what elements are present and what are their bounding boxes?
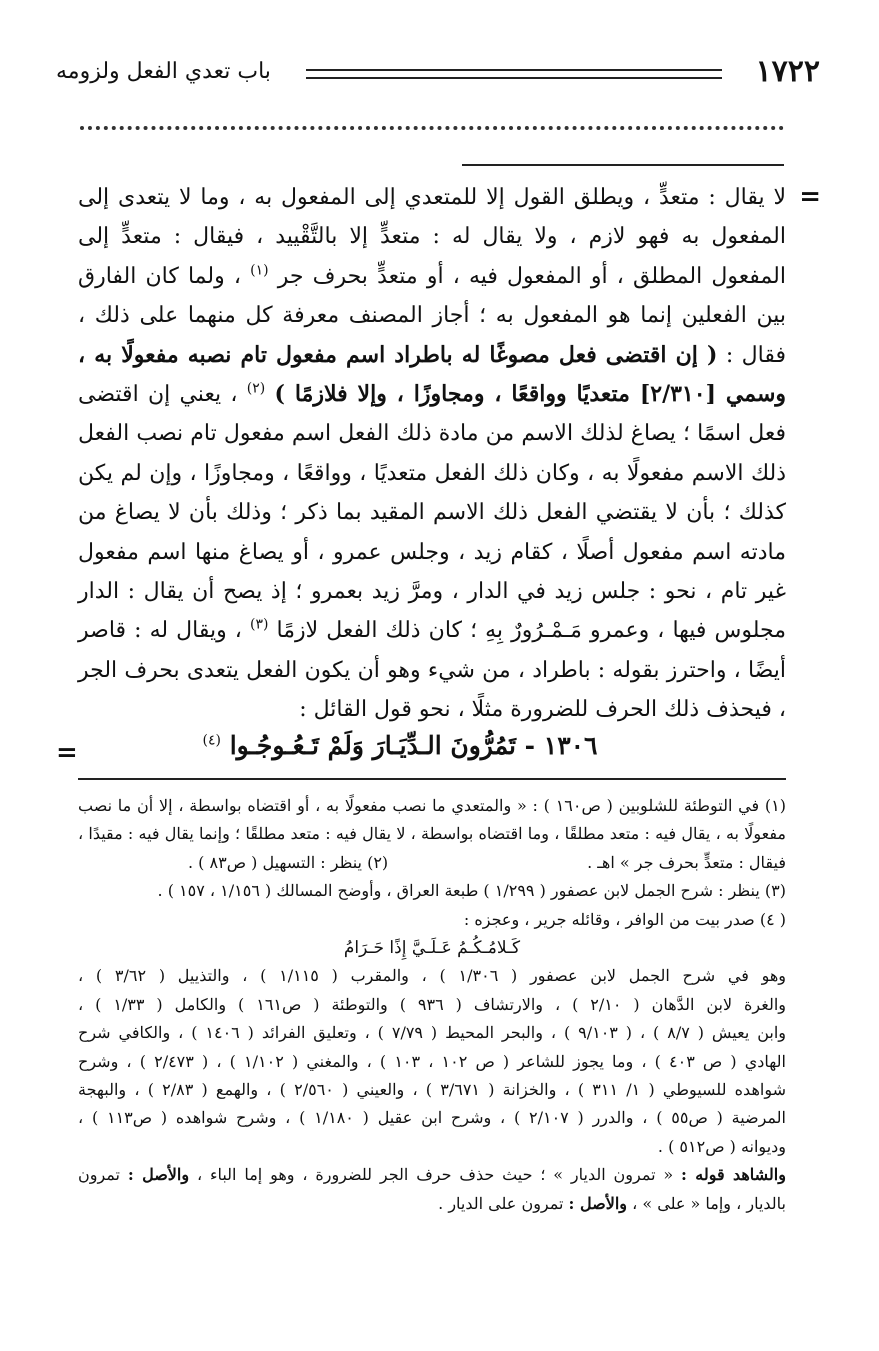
footnote-4-line-2: وهو في شرح الجمل لابن عصفور ( ١/٣٠٦ ) ، والمقرب ( ١/١١٥ ) ، والتذييل ( ٣/٦٢ ) ، [78, 966, 786, 986]
body-text-part-1: لا يقال : متعدٍّ ، ويطلق القول إلا للمتعدي إلى المفعول به ، وما لا يتعدى إلى المفعول به فهو لازم ، ولا يقال له : متعدٍّ إلا بالتَّقْييد ، فيقال : متعدٍّ إلى المفعول المطلق ، أو المفعول فيه ، أو متعدٍّ بحرف جر [78, 185, 786, 289]
footnote-2: (٢) ينظر : التسهيل ( ص٨٣ ) . [188, 852, 389, 872]
shahid-label: والشاهد قوله : [681, 1165, 786, 1185]
author-quote: ( إن اقتضى فعل مصوغًا له باطراد اسم مفعول تام نصبه مفعولًا به ، وسمي [٢/٣١٠] متعديًا وواقعًا ، ومجاوزًا ، وإلا فلازمًا ) [78, 341, 787, 408]
continuation-rule [462, 164, 784, 166]
asl-label-2: والأصل : [568, 1193, 628, 1213]
footnote-4-line-6: شواهده للسيوطي ( ١/ ٣١١ ) ، والخزانة ( ٣/٦٧١ ) ، والعيني ( ٢/٥٦٠ ) ، والهمع ( ٢/٨٣ ) ، والبهجة [78, 1080, 786, 1100]
main-text [78, 178, 786, 730]
body-text-part-3: ، يعني إن اقتضى فعل اسمًا ؛ يصاغ لذلك الاسم من مادة ذلك الفعل اسم مفعول تام نصب الفعل ذلك الاسم مفعولًا به ، وكان ذلك الفعل متعديًا ، وواقعًا ، ومجاوزًا ، وإن لم يكن كذلك ؛ بأن لا يقتضي الفعل ذلك الاسم المقيد بما ذكر ؛ وذلك بأن لا يصاغ من مادته اسم مفعول أصلًا ، كقام زيد ، وجلس عمرو ، أو يصاغ منها اسم مفعول غير تام ، نحو : جلس زيد في الدار ، ومرَّ زيد بعمرو ؛ إذ يصح أن يقال : الدار مجلوس فيها ، وعمرو مَـمْـرُورٌ بِهِ ؛ كان ذلك الفعل لازمًا [78, 382, 786, 644]
footnote-4-line-5: الهادي ( ص ٤٠٣ ) ، وما يجوز للشاعر ( ص ١٠٢ ، ١٠٣ ) ، والمغني ( ١/١٠٢ ) ، ( ٢/٤٧٣ ) ، وشرح [78, 1051, 786, 1071]
footnote-ref-3: (٣) [249, 617, 269, 634]
header-rule [306, 69, 722, 79]
footnote-4-line-7: المرضية ( ص٥٥ ) ، والدرر ( ٢/١٠٧ ) ، وشرح ابن عقيل ( ١/١٨٠ ) ، وشرح شواهده ( ص١١٣ ) ، [78, 1108, 786, 1128]
footnote-1-2-row [78, 849, 786, 877]
asl-text-1: تمرون [78, 1165, 121, 1185]
page-header [50, 52, 820, 92]
footnote-4-line-4: وابن يعيش ( ٨/٧ ) ، ( ٩/١٠٣ ) ، والبحر المحيط ( ٧/٧٩ ) ، وتعليق الفرائد ( ١٤٠٦ ) ، والكافي شرح [78, 1023, 786, 1043]
footnote-ref-1: (١) [250, 262, 269, 279]
footnote-1-line-3: فيقال : متعدٍّ بحرف جر » اهـ . [587, 852, 786, 872]
footnote-1-line-1: (١) في التوطئة للشلوبين ( ص١٦٠ ) : « والمتعدي ما نصب مفعولًا به ، أو اقتضاه بواسطة ، إلا أن ما نصب [78, 796, 786, 815]
line-10-text: بالديار ، وإما « على » ، [632, 1193, 786, 1213]
page-number: ١٧٢٢ [755, 54, 820, 89]
dotted-separator [80, 126, 784, 130]
chapter-title: باب تعدي الفعل ولزومه [56, 59, 271, 84]
footnote-4-line-9 [78, 1161, 786, 1189]
poetry-verse [120, 728, 680, 764]
body-text-part-2: ، ولما كان الفارق بين الفعلين إنما هو المفعول به ؛ أجاز المصنف معرفة كل منهما على ذلك ، فقال : [78, 263, 786, 368]
footnote-ref-2: (٢) [246, 380, 266, 397]
footnote-ref-4: (٤) [202, 732, 221, 749]
footnote-3: (٣) ينظر : شرح الجمل لابن عصفور ( ١/٢٩٩ ) طبعة العراق ، وأوضح المسالك ( ١/١٥٦ ، ١٥٧ ) . [157, 881, 786, 901]
footnote-4-line-3: والغرة لابن الدَّهان ( ٢/١٠ ) ، والارتشاف ( ٩٣٦ ) والتوطئة ( ص١٦١ ) والكامل ( ١/٣٣ ) ، [78, 994, 786, 1014]
footnote-separator [78, 778, 786, 780]
footnote-4-verse: كَـلامُـكُـمُ عَـلَـيَّ إِذًا حَـرَامُ [343, 938, 521, 959]
footnote-4-line-8: وديوانه ( ص٥١٢ ) . [657, 1136, 786, 1156]
footnote-1-line-2: مفعولًا به ، يقال فيه : متعد مطلقًا ، وما اقتضاه بواسطة ، لا يقال فيه : متعد مطلقًا ؛ وإنما يقال فيه : مقيدًا ، [78, 824, 786, 844]
asl-label-1: والأصل : [127, 1165, 190, 1185]
body-text-part-4: ، ويقال له : قاصر أيضًا ، واحترز بقوله : باطراد ، من شيء وهو أن يكون الفعل يتعدى بحرف الجر ، فيحذف ذلك الحرف للضرورة مثلًا ، نحو قول القائل : [78, 618, 786, 723]
asl-text-2: تمرون على الديار . [438, 1193, 564, 1213]
verse-text: ١٣٠٦ - تَمُرُّونَ الـدِّيَـارَ وَلَمْ تَـعُـوجُـوا [229, 731, 598, 760]
footnote-4-line-1: ( ٤) صدر بيت من الوافر ، وقائله جرير ، وعجزه : [463, 909, 786, 929]
continuation-marker-bottom: = [56, 738, 78, 768]
continuation-marker-top: = [799, 182, 821, 212]
footnotes [78, 792, 786, 1218]
shahid-text: « تمرون الديار » ؛ حيث حذف حرف الجر للضرورة ، وهو إما الباء ، [196, 1165, 674, 1185]
footnote-4-line-10 [78, 1190, 786, 1218]
